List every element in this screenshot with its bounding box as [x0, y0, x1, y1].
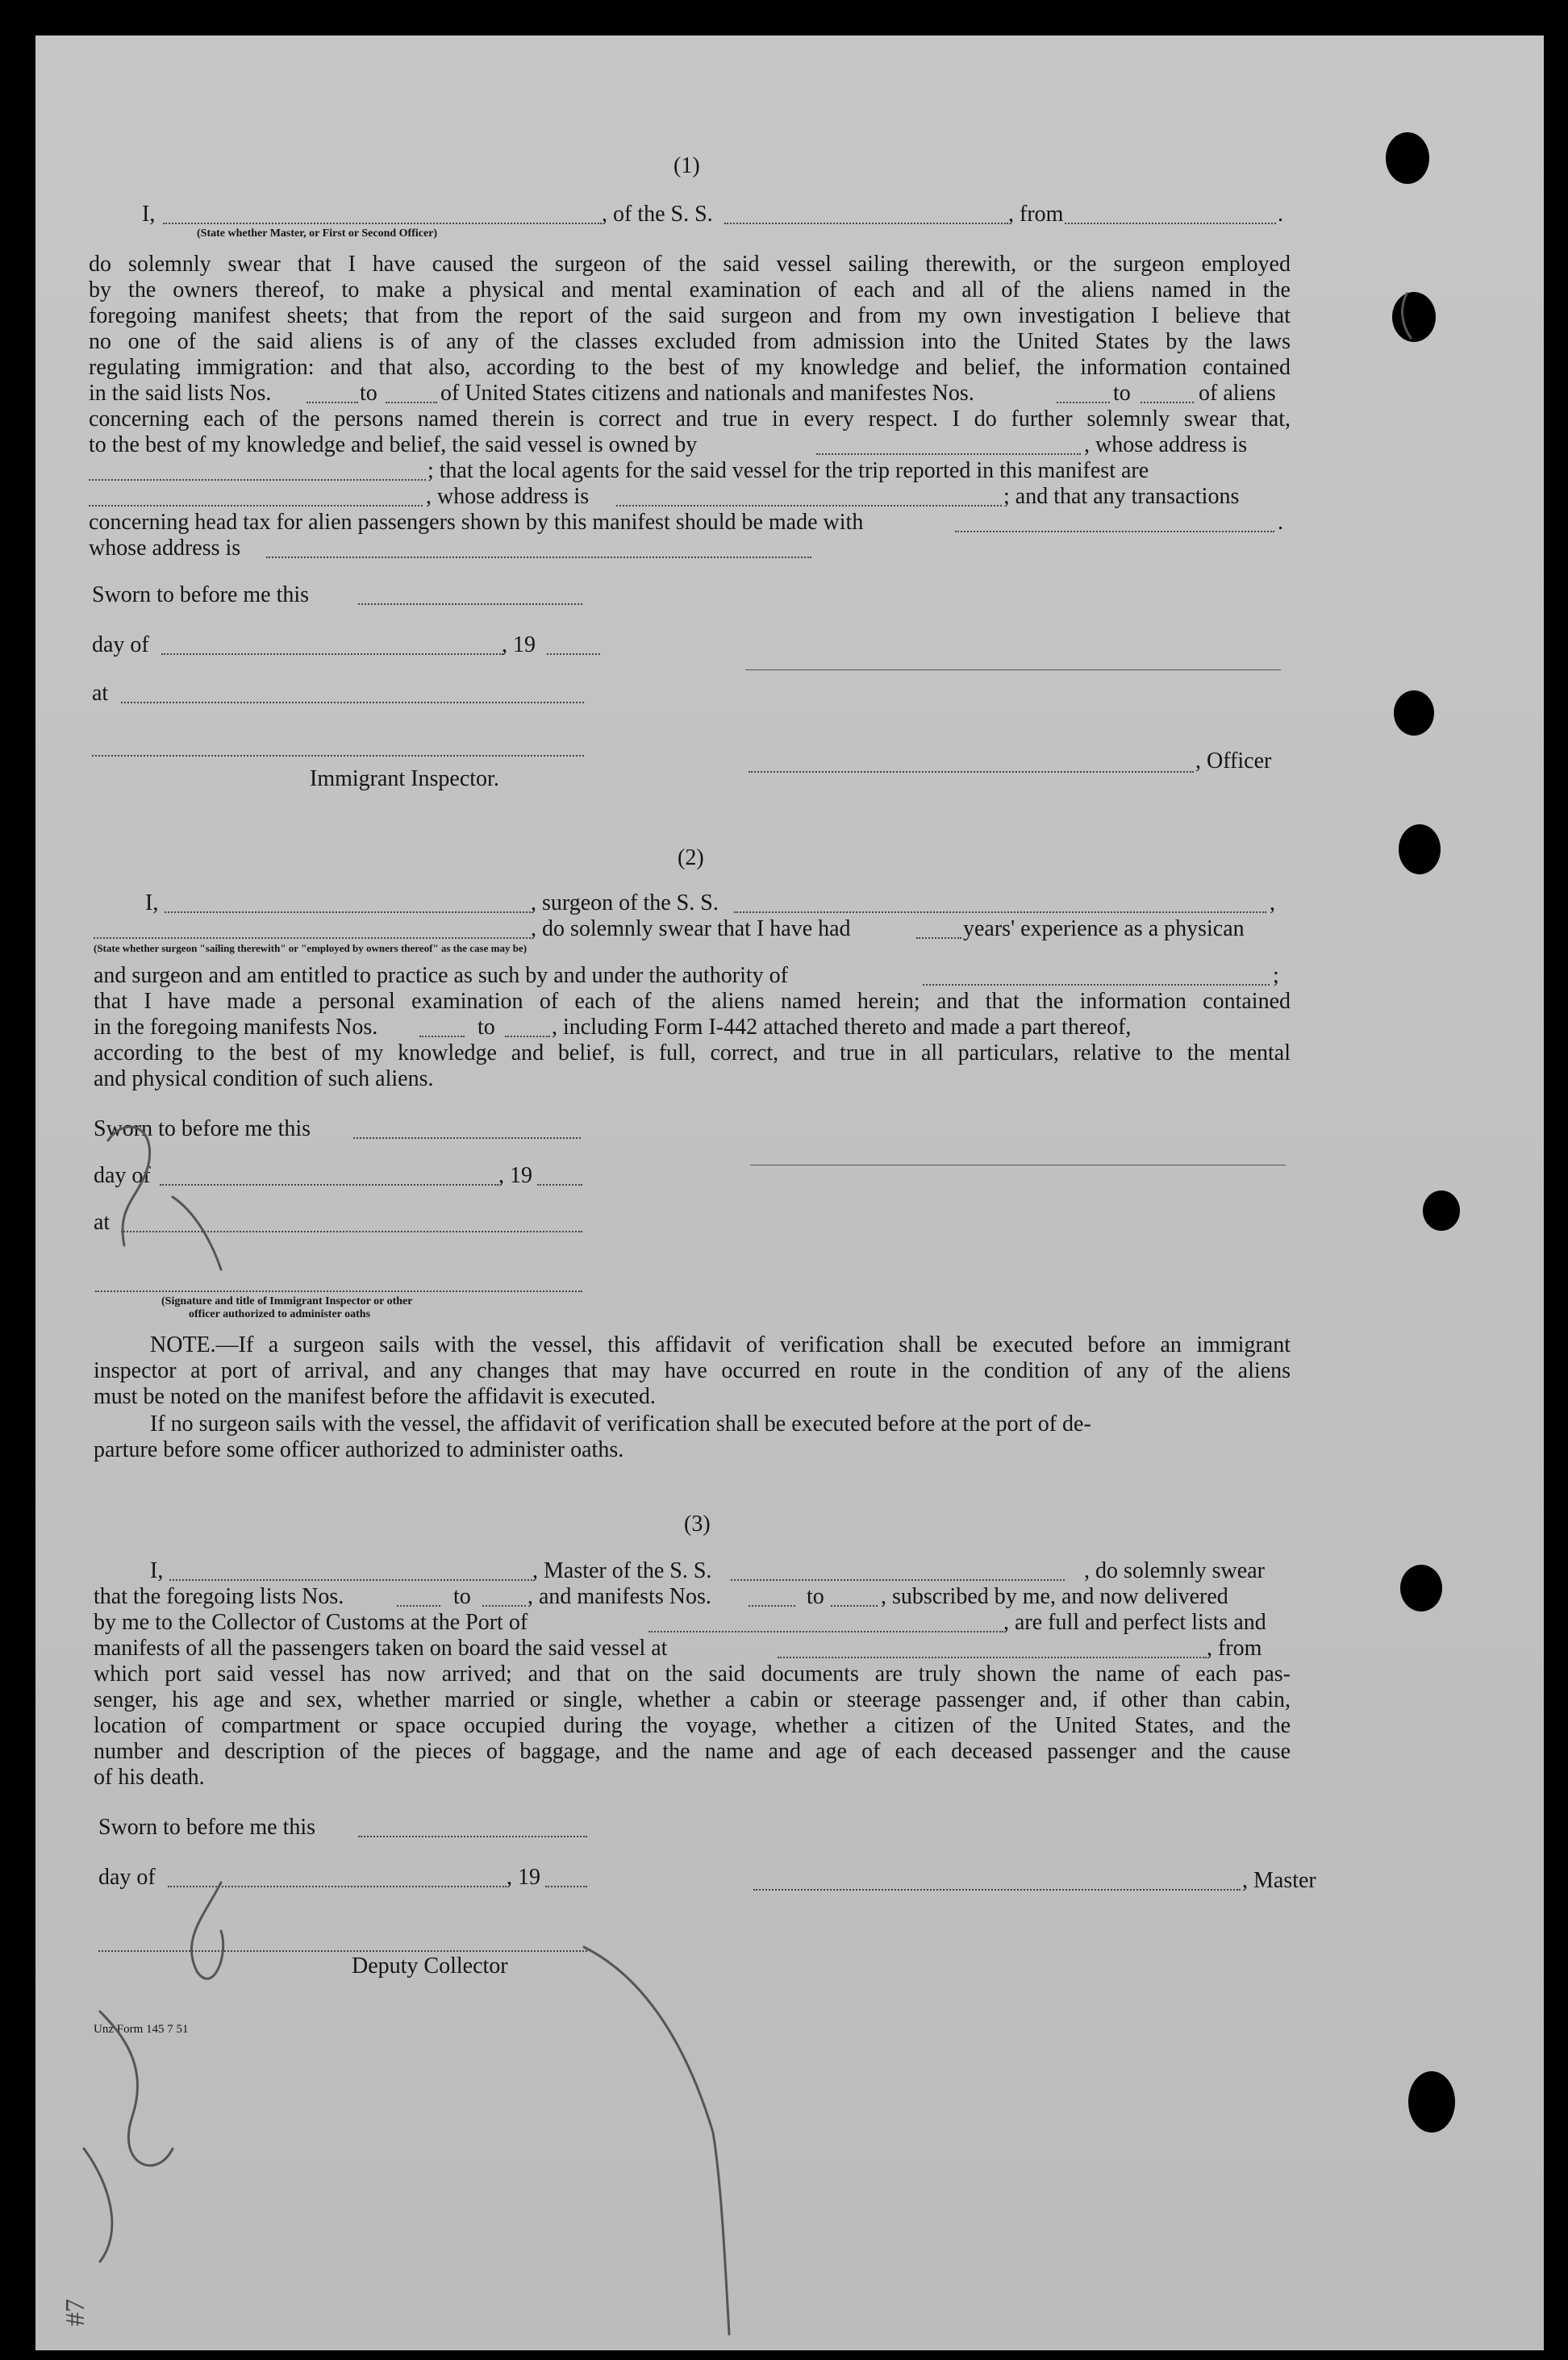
- section-1-line-4: no one of the said aliens is of any of the classes excluded from admission into the United States by the laws: [89, 329, 1291, 354]
- form-number: Unz Form 145 7 51: [94, 2023, 189, 2036]
- from-label: , from: [1207, 1636, 1262, 1661]
- sworn-label: Sworn to before me this: [94, 1116, 311, 1141]
- lists-nos-label: that the foregoing lists Nos.: [94, 1584, 344, 1609]
- local-agents-label: ; that the local agents for the said vessel for the trip reported in this manifest are: [427, 458, 1149, 483]
- section-1-line-7: concerning each of the persons named therein is correct and true in every respect. I do further solemnly swear that,: [89, 407, 1291, 432]
- section-3-line-9: of his death.: [94, 1765, 205, 1790]
- head-tax-address-label: whose address is: [89, 536, 241, 561]
- authority-label: and surgeon and am entitled to practice as such by and under the authority of: [94, 963, 788, 988]
- section-3-number: (3): [684, 1511, 711, 1537]
- to-label: to: [360, 381, 377, 406]
- to-label: to: [453, 1584, 471, 1609]
- note-line-1: NOTE.—If a surgeon sails with the vessel, this affidavit of verification shall be executed before an immigrant: [150, 1332, 1291, 1357]
- surgeon-of-label: , surgeon of the S. S.: [531, 890, 719, 915]
- section-3-line-8: number and description of the pieces of baggage, and the name and age of each deceased passenger and the cause: [94, 1739, 1291, 1764]
- section-3-line-6: senger, his age and sex, whether married or single, whether a cabin or steerage passenger and, if other than cabin,: [94, 1687, 1291, 1712]
- at-label: at: [92, 681, 109, 706]
- to-label: to: [1113, 381, 1131, 406]
- section-1-line-1: do solemnly swear that I have caused the surgeon of the said vessel sailing therewith, or the surgeon employed: [89, 252, 1291, 277]
- signature-note-2: officer authorized to administer oaths: [189, 1308, 371, 1320]
- to-label: to: [477, 1015, 495, 1040]
- section-1-line-2: by the owners thereof, to make a physical and mental examination of each and all of the aliens named in the: [89, 277, 1291, 302]
- section-1-i: I,: [142, 202, 156, 227]
- note-line-3: must be noted on the manifest before the affidavit is executed.: [94, 1384, 656, 1409]
- section-2-line-6: according to the best of my knowledge and belief, is full, correct, and true in all particulars, relative to the mental: [94, 1040, 1291, 1065]
- day-of-label: day of: [94, 1163, 151, 1188]
- collector-port-label: by me to the Collector of Customs at the Port of: [94, 1610, 528, 1635]
- officer-note: (State whether Master, or First or Second Officer): [197, 227, 438, 240]
- section-2-line-4: that I have made a personal examination of each of the aliens named herein; and that the information contained: [94, 989, 1291, 1014]
- swear-label: , do solemnly swear that I have had: [531, 916, 851, 941]
- section-1-line-5: regulating immigration: and that also, according to the best of my knowledge and belief, the information contained: [89, 355, 1291, 380]
- section-3-i: I,: [150, 1558, 164, 1583]
- handwritten-note: #7: [60, 2299, 90, 2326]
- taken-on-board-label: manifests of all the passengers taken on board the said vessel at: [94, 1636, 668, 1661]
- period: .: [1278, 510, 1283, 535]
- surgeon-note: (State whether surgeon "sailing therewith" or "employed by owners thereof" as the case may be): [94, 942, 528, 954]
- full-lists-label: , are full and perfect lists and: [1003, 1610, 1266, 1635]
- manifests-nos-label: , and manifests Nos.: [528, 1584, 711, 1609]
- master-label: , Master: [1242, 1868, 1316, 1893]
- section-1-number: (1): [673, 153, 700, 178]
- section-3-line-7: location of compartment or space occupied during the voyage, whether a citizen of the United States, and the: [94, 1713, 1291, 1738]
- owned-by-label: to the best of my knowledge and belief, the said vessel is owned by: [89, 432, 698, 457]
- year-label: , 19: [507, 1865, 540, 1890]
- semicolon: ;: [1273, 963, 1279, 988]
- form-page: [35, 35, 1544, 2350]
- note-line-5: parture before some officer authorized to administer oaths.: [94, 1437, 624, 1462]
- to-label: to: [807, 1584, 824, 1609]
- sworn-label: Sworn to before me this: [98, 1815, 316, 1840]
- lists-nos-label: in the said lists Nos.: [89, 381, 272, 406]
- handwritten-scribble: [35, 35, 1544, 2350]
- deputy-collector-label: Deputy Collector: [352, 1953, 508, 1978]
- of-ss-label: , of the S. S.: [602, 202, 713, 227]
- section-2-number: (2): [678, 845, 704, 870]
- of-aliens-label: of aliens: [1199, 381, 1276, 406]
- section-1-line-3: foregoing manifest sheets; that from the report of the said surgeon and from my own investigation I believe that: [89, 303, 1291, 328]
- day-of-label: day of: [98, 1865, 156, 1890]
- sworn-label: Sworn to before me this: [92, 582, 310, 607]
- day-of-label: day of: [92, 632, 149, 657]
- form-i442-label: , including Form I-442 attached thereto and made a part thereof,: [552, 1015, 1132, 1040]
- head-tax-label: concerning head tax for alien passengers shown by this manifest should be made with: [89, 510, 864, 535]
- at-label: at: [94, 1210, 111, 1235]
- year-label: , 19: [502, 632, 536, 657]
- agents-address-label: , whose address is: [426, 484, 590, 509]
- signature-note-1: (Signature and title of Immigrant Inspector or other: [161, 1295, 413, 1307]
- citizens-manifests-label: of United States citizens and nationals and manifestes Nos.: [440, 381, 974, 406]
- transactions-label: ; and that any transactions: [1003, 484, 1240, 509]
- section-3-line-5: which port said vessel has now arrived; and that on the said documents are truly shown the name of each pas-: [94, 1662, 1291, 1687]
- immigrant-inspector-label: Immigrant Inspector.: [310, 766, 499, 791]
- period: .: [1278, 202, 1283, 227]
- from-label: , from: [1008, 202, 1064, 227]
- comma: ,: [1270, 890, 1275, 915]
- owner-address-label: , whose address is: [1084, 432, 1248, 457]
- subscribed-label: , subscribed by me, and now delivered: [881, 1584, 1228, 1609]
- year-label: , 19: [498, 1163, 532, 1188]
- section-2-line-7: and physical condition of such aliens.: [94, 1066, 434, 1091]
- master-of-label: , Master of the S. S.: [532, 1558, 712, 1583]
- note-line-2: inspector at port of arrival, and any changes that may have occurred en route in the condition of any of the aliens: [94, 1358, 1291, 1383]
- section-2-i: I,: [145, 890, 159, 915]
- note-line-4: If no surgeon sails with the vessel, the affidavit of verification shall be executed before at the port of de-: [150, 1411, 1091, 1436]
- officer-label: , Officer: [1195, 748, 1272, 773]
- swear-label: , do solemnly swear: [1084, 1558, 1265, 1583]
- experience-label: years' experience as a physican: [963, 916, 1245, 941]
- manifests-nos-label: in the foregoing manifests Nos.: [94, 1015, 378, 1040]
